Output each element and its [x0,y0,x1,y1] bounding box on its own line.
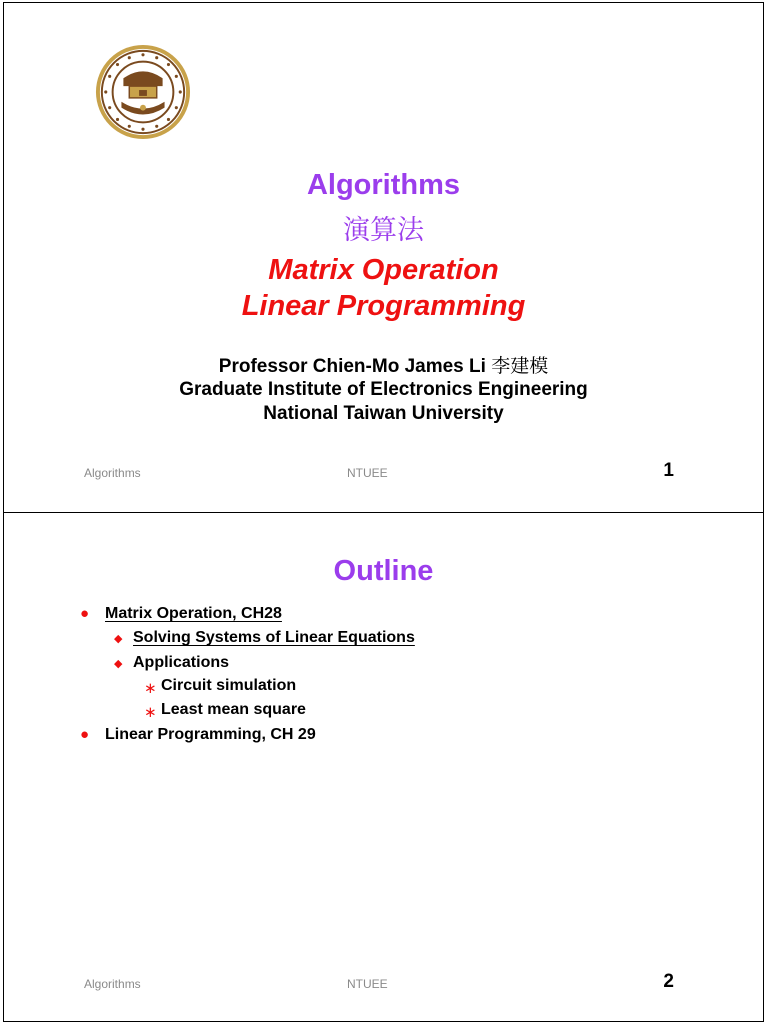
footer-course: Algorithms [84,977,141,991]
author-name-chinese: 李建模 [491,355,549,377]
subtitle-line-2: Linear Programming [241,290,526,322]
author-name: Professor Chien-Mo James Li [218,356,486,377]
outline-item-label: Linear Programming, CH 29 [105,726,316,743]
page-number: 1 [663,460,674,481]
page-number: 2 [663,971,674,992]
outline-item-circuit-simulation [161,677,296,695]
outline-item-label: Circuit simulation [161,677,297,694]
outline-item-label: Applications [133,654,230,671]
outline-item-matrix-operation [105,605,282,623]
outline-item-linear-programming [105,726,316,744]
bullet-asterisk-icon: ∗ [144,704,157,721]
institute-name: Graduate Institute of Electronics Engineering [179,379,588,400]
outline-item-applications [133,654,229,672]
author-line [4,351,763,378]
outline-item-label: Matrix Operation, CH28 [105,605,282,622]
outline-item-label: Solving Systems of Linear Equations [133,629,415,646]
subtitle-line-1: Matrix Operation [268,254,499,286]
slide-1 [3,2,764,513]
bullet-diamond-icon: ◆ [114,633,123,645]
bullet-dot-icon: ● [80,726,90,743]
university-name: National Taiwan University [263,403,504,424]
outline-item-label: Least mean square [161,701,306,718]
bullet-dot-icon: ● [80,605,90,622]
footer-department: NTUEE [347,977,388,991]
slide-2 [3,512,764,1022]
bullet-asterisk-icon: ∗ [144,680,157,697]
outline-title: Outline [333,555,434,587]
outline-item-linear-equations [133,629,415,647]
slide-title: Algorithms [306,169,461,201]
footer-course: Algorithms [84,466,141,480]
university-seal-logo [92,43,194,141]
footer-department: NTUEE [347,466,388,480]
slide-title-chinese: 演算法 [343,215,424,246]
outline-item-least-mean-square [161,701,306,719]
bullet-diamond-icon: ◆ [114,658,123,670]
